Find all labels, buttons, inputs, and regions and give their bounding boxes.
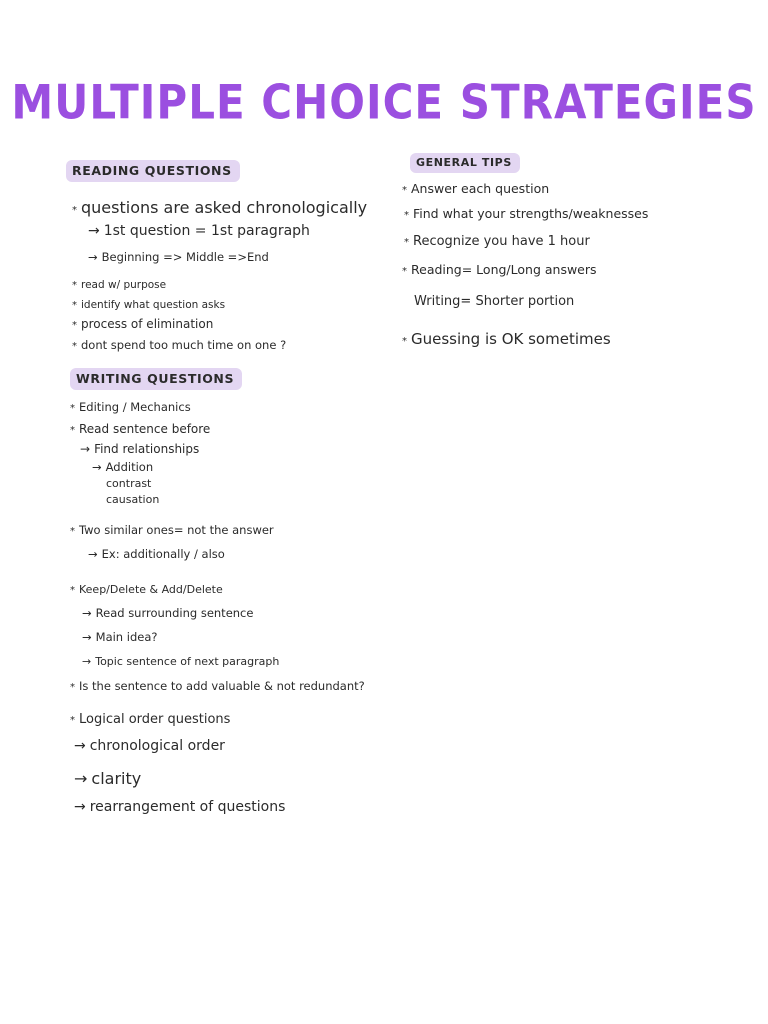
writing-item	[82, 608, 253, 620]
arrow-icon: →	[74, 799, 86, 815]
bullet-star-icon: *	[70, 715, 75, 726]
writing-item-text: Is the sentence to add valuable & not redundant?	[79, 679, 365, 693]
bullet-star-icon: *	[72, 280, 77, 291]
bullet-star-icon: *	[404, 210, 409, 221]
reading-item-text: identify what question asks	[81, 299, 226, 311]
writing-item-text: Keep/Delete & Add/Delete	[79, 583, 223, 596]
general-item	[414, 295, 574, 308]
writing-item-text: Two similar ones= not the answer	[79, 523, 274, 537]
bullet-star-icon: *	[70, 526, 75, 537]
arrow-icon: →	[74, 769, 88, 788]
reading-item-text: Beginning => Middle =>End	[101, 250, 269, 264]
writing-item-text: Read sentence before	[79, 422, 211, 436]
arrow-icon: →	[88, 250, 98, 264]
bullet-star-icon: *	[72, 341, 77, 352]
general-item	[402, 332, 611, 347]
bullet-star-icon: *	[70, 682, 75, 693]
arrow-icon: →	[80, 442, 91, 456]
general-item	[404, 208, 648, 221]
reading-item	[72, 318, 213, 331]
writing-item	[106, 478, 151, 489]
general-item	[402, 264, 597, 277]
writing-item	[92, 462, 153, 474]
writing-item-text: contrast	[106, 477, 152, 490]
writing-item	[74, 800, 285, 814]
bullet-star-icon: *	[70, 585, 75, 596]
writing-item	[74, 739, 225, 753]
writing-item-text: Topic sentence of next paragraph	[95, 655, 280, 668]
bullet-star-icon: *	[70, 403, 75, 414]
arrow-icon: →	[74, 738, 86, 754]
writing-item-text: Find relationships	[94, 442, 200, 456]
reading-item	[72, 300, 225, 311]
writing-item	[70, 713, 230, 726]
general-item-text: Recognize you have 1 hour	[413, 234, 590, 249]
writing-item	[70, 584, 223, 596]
bullet-star-icon: *	[402, 266, 407, 277]
writing-item	[70, 525, 274, 537]
bullet-star-icon: *	[402, 185, 407, 196]
writing-item	[80, 443, 199, 455]
bullet-star-icon: *	[70, 425, 75, 436]
bullet-star-icon: *	[72, 205, 77, 216]
writing-item-text: rearrangement of questions	[89, 799, 286, 815]
page-title: MULTIPLE CHOICE STRATEGIES	[11, 75, 757, 130]
general-item-text: Writing= Shorter portion	[414, 294, 575, 309]
writing-item-text: Ex: additionally / also	[101, 547, 225, 561]
writing-item-text: clarity	[91, 769, 142, 788]
general-item	[404, 235, 590, 248]
general-item-text: Guessing is OK sometimes	[411, 330, 611, 348]
writing-item-text: causation	[106, 493, 160, 506]
arrow-icon: →	[88, 223, 100, 239]
bullet-star-icon: *	[402, 336, 407, 347]
general-item	[402, 183, 549, 196]
general-item-text: Find what your strengths/weaknesses	[413, 206, 649, 221]
reading-item	[88, 224, 310, 238]
writing-item	[70, 423, 210, 436]
writing-item	[70, 681, 365, 693]
writing-item-text: chronological order	[89, 738, 225, 754]
writing-item	[82, 656, 279, 667]
reading-item	[88, 252, 269, 264]
general-item-text: Answer each question	[411, 181, 550, 196]
writing-item	[82, 632, 157, 644]
general-heading: GENERAL TIPS	[410, 153, 520, 173]
writing-item	[106, 494, 159, 505]
writing-item	[70, 402, 191, 414]
arrow-icon: →	[82, 630, 92, 644]
writing-item-text: Read surrounding sentence	[95, 606, 254, 620]
writing-item	[74, 771, 141, 787]
bullet-star-icon: *	[404, 237, 409, 248]
reading-item	[72, 280, 166, 291]
reading-item-text: read w/ purpose	[81, 279, 167, 291]
writing-item	[88, 549, 225, 561]
reading-heading: READING QUESTIONS	[66, 160, 240, 182]
reading-item	[72, 340, 286, 352]
arrow-icon: →	[92, 460, 102, 474]
arrow-icon: →	[82, 606, 92, 620]
bullet-star-icon: *	[72, 300, 77, 311]
reading-item-text: process of elimination	[81, 317, 214, 331]
general-item-text: Reading= Long/Long answers	[411, 262, 597, 277]
writing-heading: WRITING QUESTIONS	[70, 368, 242, 390]
writing-item-text: Main idea?	[95, 630, 158, 644]
arrow-icon: →	[88, 547, 98, 561]
writing-item-text: Editing / Mechanics	[79, 400, 191, 414]
reading-item	[72, 200, 367, 216]
arrow-icon: →	[82, 655, 92, 668]
reading-item-text: questions are asked chronologically	[81, 198, 368, 217]
reading-item-text: 1st question = 1st paragraph	[103, 223, 310, 239]
writing-item-text: Addition	[105, 460, 154, 474]
writing-item-text: Logical order questions	[79, 712, 231, 727]
bullet-star-icon: *	[72, 320, 77, 331]
reading-item-text: dont spend too much time on one ?	[81, 338, 287, 352]
